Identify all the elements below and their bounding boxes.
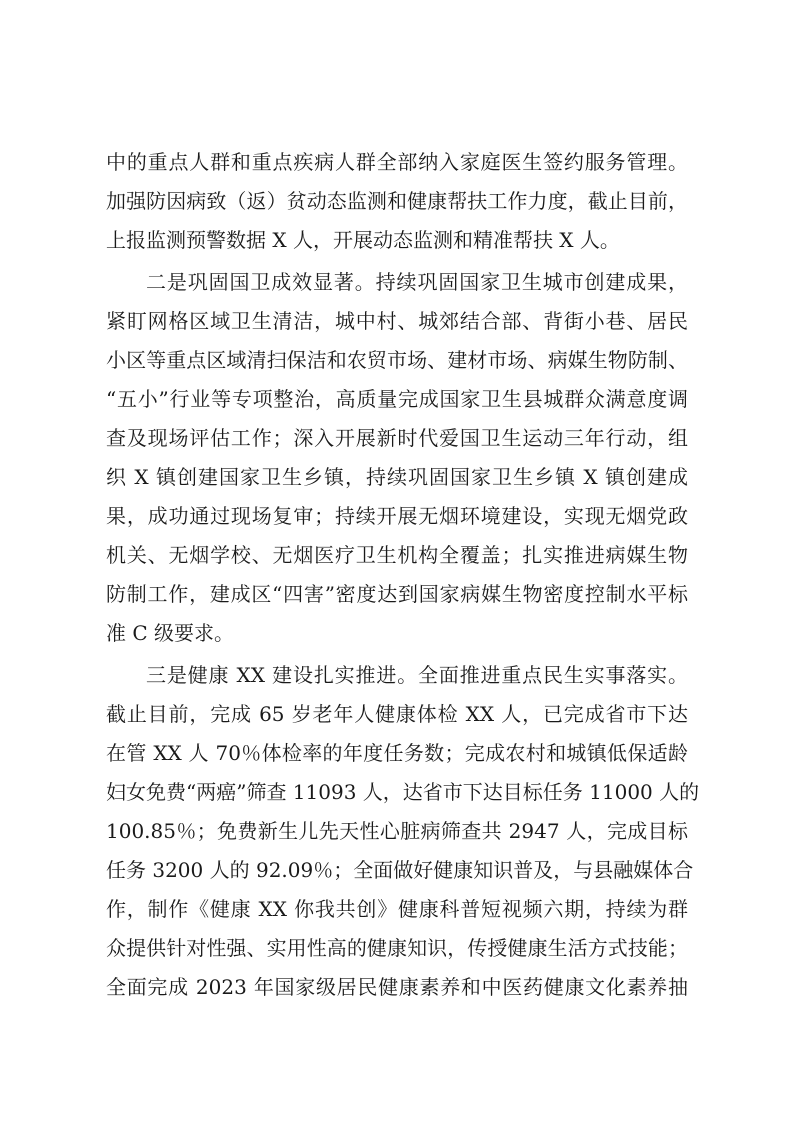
text-line: 果，成功通过现场复审；持续开展无烟环境建设，实现无烟党政 (106, 504, 688, 528)
text-line: 中的重点人群和重点疾病人群全部纳入家庭医生签约服务管理。 (106, 150, 688, 174)
text-line: 妇女免费“两癌”筛查 11093 人，达省市下达目标任务 11000 人的 (106, 780, 700, 804)
text-line: 查及现场评估工作；深入开展新时代爱国卫生运动三年行动，组 (106, 426, 688, 450)
text-line: 织 X 镇创建国家卫生乡镇，持续巩固国家卫生乡镇 X 镇创建成 (106, 465, 688, 489)
text-line: 全面完成 2023 年国家级居民健康素养和中医药健康文化素养抽 (106, 975, 688, 999)
text-line: 100.85％；免费新生儿先天性心脏病筛查共 2947 人，完成目标 (106, 819, 688, 843)
text-line: 准 C 级要求。 (106, 621, 235, 645)
text-line: “五小”行业等专项整治，高质量完成国家卫生县城群众满意度调 (106, 387, 688, 411)
text-line: 在管 XX 人 70％体检率的年度任务数；完成农村和城镇低保适龄 (106, 741, 688, 765)
text-line: 众提供针对性强、实用性高的健康知识，传授健康生活方式技能； (106, 936, 688, 960)
text-line: 加强防因病致（返）贫动态监测和健康帮扶工作力度，截止目前， (106, 189, 688, 213)
paragraph-heading-line: 三是健康 XX 建设扎实推进。全面推进重点民生实事落实。 (146, 663, 688, 687)
text-line: 上报监测预警数据 X 人，开展动态监测和精准帮扶 X 人。 (106, 228, 620, 252)
text-line: 小区等重点区域清扫保洁和农贸市场、建材市场、病媒生物防制、 (106, 348, 688, 372)
text-line: 作，制作《健康 XX 你我共创》健康科普短视频六期，持续为群 (106, 897, 688, 921)
text-line: 防制工作，建成区“四害”密度达到国家病媒生物密度控制水平标 (106, 582, 688, 606)
text-line: 机关、无烟学校、无烟医疗卫生机构全覆盖；扎实推进病媒生物 (106, 543, 688, 567)
text-line: 截止目前，完成 65 岁老年人健康体检 XX 人，已完成省市下达 (106, 702, 688, 726)
text-line: 任务 3200 人的 92.09％；全面做好健康知识普及，与县融媒体合 (106, 858, 694, 882)
paragraph-heading-line: 二是巩固国卫成效显著。持续巩固国家卫生城市创建成果， (146, 270, 688, 294)
text-line: 紧盯网格区域卫生清洁，城中村、城郊结合部、背街小巷、居民 (106, 309, 688, 333)
